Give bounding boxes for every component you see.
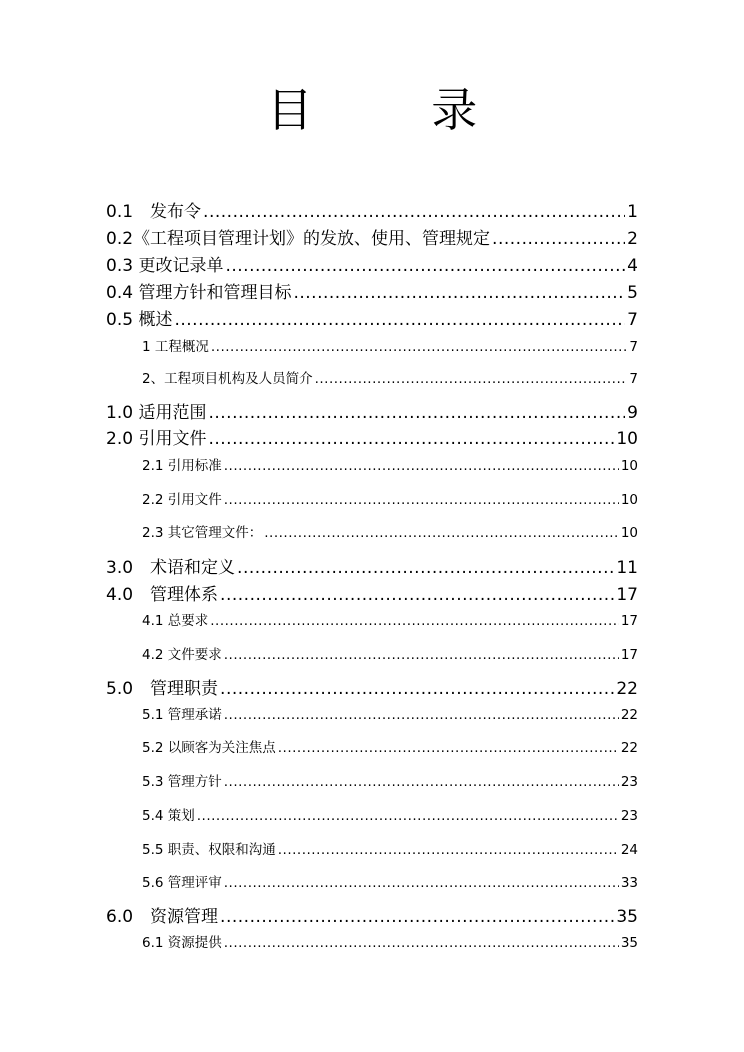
toc-leader-dots [174, 309, 625, 331]
toc-entry-label: 2.0 引用文件 [106, 429, 207, 449]
toc-entry-label: 2.3 其它管理文件： [142, 525, 263, 541]
toc-entry-label: 0.3 更改记录单 [106, 256, 224, 276]
toc-entry[interactable] [142, 524, 638, 542]
toc-entry-page: 23 [620, 808, 638, 824]
toc-leader-dots [224, 874, 619, 892]
toc-entry-page: 1 [627, 202, 638, 222]
toc-entry-label: 0.4 管理方针和管理目标 [106, 283, 292, 303]
toc-entry[interactable] [142, 612, 638, 630]
toc-entry-label: 5.5 职责、权限和沟通 [142, 842, 276, 858]
toc-entry-page: 35 [620, 935, 638, 951]
page-title: 目 录 [266, 83, 530, 137]
toc-entry-label: 2、工程项目机构及人员简介 [142, 371, 313, 387]
toc-entry-page: 35 [616, 907, 638, 927]
toc-entry-label: 4.2 文件要求 [142, 647, 222, 663]
toc-entry[interactable] [106, 557, 638, 579]
toc-entry-label: 5.4 策划 [142, 808, 195, 824]
toc-entry[interactable] [142, 934, 638, 952]
toc-entry-page: 23 [620, 774, 638, 790]
toc-entry-page: 17 [620, 647, 638, 663]
toc-entry-page: 7 [629, 339, 638, 355]
toc-entry-page: 5 [627, 283, 638, 303]
toc-entry[interactable] [106, 402, 638, 424]
toc-entry-label: 6.0 资源管理 [106, 907, 219, 927]
toc-leader-dots [225, 255, 625, 277]
toc-entry-label: 2.2 引用文件 [142, 492, 222, 508]
toc-entry-page: 17 [616, 585, 638, 605]
toc-leader-dots [208, 402, 625, 424]
toc-leader-dots [237, 557, 614, 579]
toc-entry[interactable] [142, 370, 638, 388]
toc-entry-page: 10 [620, 492, 638, 508]
toc-entry-label: 4.1 总要求 [142, 613, 209, 629]
toc-entry[interactable] [106, 678, 638, 700]
toc-entry-page: 2 [627, 229, 638, 249]
toc-entry-page: 17 [620, 613, 638, 629]
toc-leader-dots [224, 457, 619, 475]
toc-entry-label: 1.0 适用范围 [106, 403, 207, 423]
toc-entry-page: 22 [620, 707, 638, 723]
toc-entry[interactable] [106, 309, 638, 331]
toc-leader-dots [220, 584, 614, 606]
toc-entry[interactable] [106, 228, 638, 250]
toc-entry-page: 7 [627, 310, 638, 330]
toc-leader-dots [224, 491, 619, 509]
toc-entry-label: 6.1 资源提供 [142, 935, 222, 951]
toc-entry[interactable] [106, 428, 638, 450]
toc-leader-dots [211, 338, 628, 356]
toc-entry[interactable] [142, 457, 638, 475]
toc-leader-dots [492, 228, 625, 250]
toc-entry-page: 10 [620, 458, 638, 474]
toc-leader-dots [197, 807, 619, 825]
toc-entry-label: 1 工程概况 [142, 339, 209, 355]
toc-entry[interactable] [142, 874, 638, 892]
toc-leader-dots [208, 428, 614, 450]
toc-leader-dots [278, 739, 619, 757]
toc-leader-dots [224, 646, 619, 664]
toc-entry[interactable] [106, 584, 638, 606]
toc-leader-dots [293, 282, 625, 304]
toc-leader-dots [224, 706, 619, 724]
toc-entry-page: 11 [616, 558, 638, 578]
toc-entry[interactable] [106, 282, 638, 304]
toc-entry[interactable] [106, 201, 638, 223]
toc-entry[interactable] [142, 807, 638, 825]
toc-entry-label: 3.0 术语和定义 [106, 558, 236, 578]
toc-leader-dots [315, 370, 628, 388]
toc-entry[interactable] [142, 706, 638, 724]
toc-entry-label: 5.0 管理职责 [106, 679, 219, 699]
toc-entry-label: 5.1 管理承诺 [142, 707, 222, 723]
toc-entry-page: 4 [627, 256, 638, 276]
toc-leader-dots [210, 612, 619, 630]
toc-entry-page: 33 [620, 875, 638, 891]
toc-entry-label: 4.0 管理体系 [106, 585, 219, 605]
toc-entry-label: 5.6 管理评审 [142, 875, 222, 891]
toc-entry[interactable] [142, 491, 638, 509]
toc-entry[interactable] [142, 739, 638, 757]
toc-entry-page: 22 [620, 740, 638, 756]
toc-leader-dots [224, 934, 619, 952]
toc-leader-dots [224, 773, 619, 791]
toc-entry-label: 5.3 管理方针 [142, 774, 222, 790]
toc-entry-page: 24 [620, 842, 638, 858]
toc-entry-page: 10 [616, 429, 638, 449]
toc-entry[interactable] [142, 646, 638, 664]
toc-leader-dots [203, 201, 625, 223]
toc-entry[interactable] [106, 255, 638, 277]
toc-entry-label: 0.5 概述 [106, 310, 173, 330]
toc-entry-label: 0.1 发布令 [106, 202, 202, 222]
toc-entry[interactable] [142, 773, 638, 791]
toc-entry-page: 22 [616, 679, 638, 699]
toc-leader-dots [278, 841, 619, 859]
toc-entry-page: 10 [620, 525, 638, 541]
toc-entry-label: 2.1 引用标准 [142, 458, 222, 474]
toc-entry[interactable] [142, 841, 638, 859]
toc-leader-dots [220, 906, 614, 928]
toc-entry-label: 5.2 以顾客为关注焦点 [142, 740, 276, 756]
toc-entry-page: 9 [627, 403, 638, 423]
toc-leader-dots [220, 678, 614, 700]
toc-entry[interactable] [106, 906, 638, 928]
toc-entry-page: 7 [629, 371, 638, 387]
toc-entry-label: 0.2《工程项目管理计划》的发放、使用、管理规定 [106, 229, 491, 249]
toc-leader-dots [264, 524, 619, 542]
toc-entry[interactable] [142, 338, 638, 356]
